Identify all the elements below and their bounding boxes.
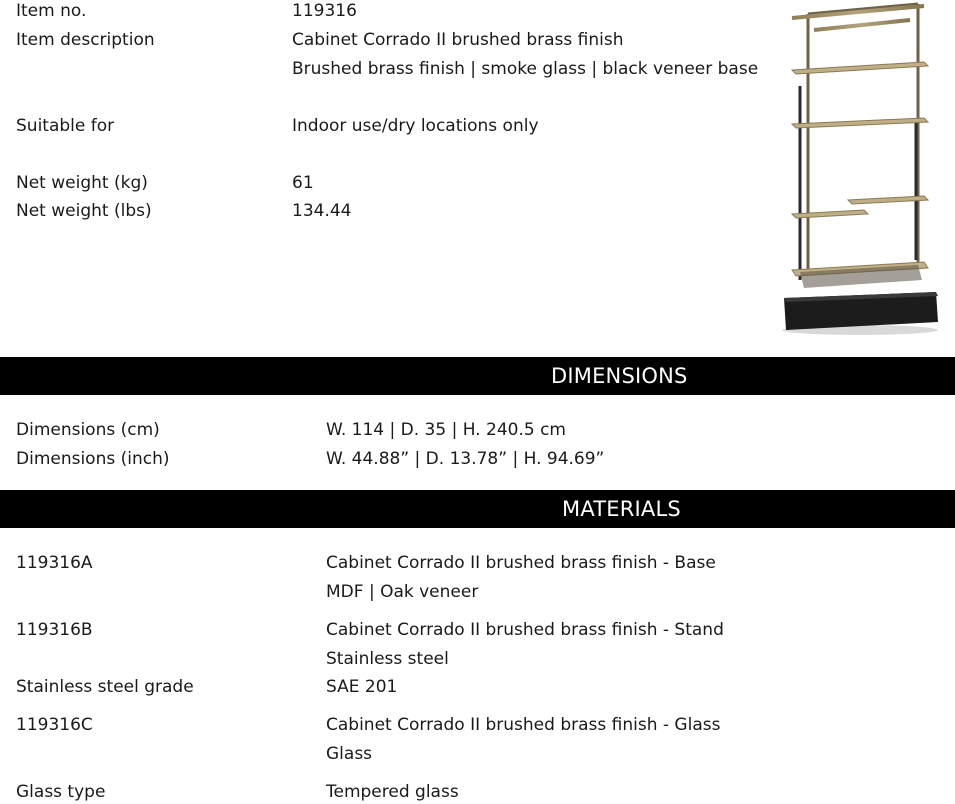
materials-header-title: MATERIALS [562,497,681,521]
dimensions-cm-value: W. 114 | D. 35 | H. 240.5 cm [326,420,566,440]
cabinet-product-image [778,0,943,338]
material-c-line2: Glass [326,744,373,764]
material-b-line1: Cabinet Corrado II brushed brass finish - Stand [326,620,724,640]
material-c-line1: Cabinet Corrado II brushed brass finish - Glass [326,715,721,735]
item-no-label: Item no. [16,1,87,21]
steel-grade-value: SAE 201 [326,677,398,697]
dimensions-header [0,357,955,395]
material-b-line2: Stainless steel [326,649,449,669]
dimensions-inch-label: Dimensions (inch) [16,449,170,469]
net-weight-lbs-label: Net weight (lbs) [16,201,152,221]
steel-grade-label: Stainless steel grade [16,677,194,697]
dimensions-cm-label: Dimensions (cm) [16,420,160,440]
material-a-line2: MDF | Oak veneer [326,582,479,602]
item-no-value: 119316 [292,1,357,21]
item-description-line1: Cabinet Corrado II brushed brass finish [292,30,624,50]
material-a-line1: Cabinet Corrado II brushed brass finish - Base [326,553,716,573]
suitable-for-label: Suitable for [16,116,115,136]
glass-type-value: Tempered glass [326,782,459,802]
material-code-c: 119316C [16,715,93,735]
dimensions-inch-value: W. 44.88” | D. 13.78” | H. 94.69” [326,449,605,469]
materials-header [0,490,955,528]
glass-type-label: Glass type [16,782,106,802]
material-code-a: 119316A [16,553,93,573]
suitable-for-value: Indoor use/dry locations only [292,116,539,136]
material-code-b: 119316B [16,620,93,640]
net-weight-lbs-value: 134.44 [292,201,352,221]
net-weight-kg-label: Net weight (kg) [16,173,148,193]
item-description-label: Item description [16,30,155,50]
dimensions-header-title: DIMENSIONS [551,364,688,388]
item-description-line2: Brushed brass finish | smoke glass | black veneer base [292,59,759,79]
net-weight-kg-value: 61 [292,173,314,193]
